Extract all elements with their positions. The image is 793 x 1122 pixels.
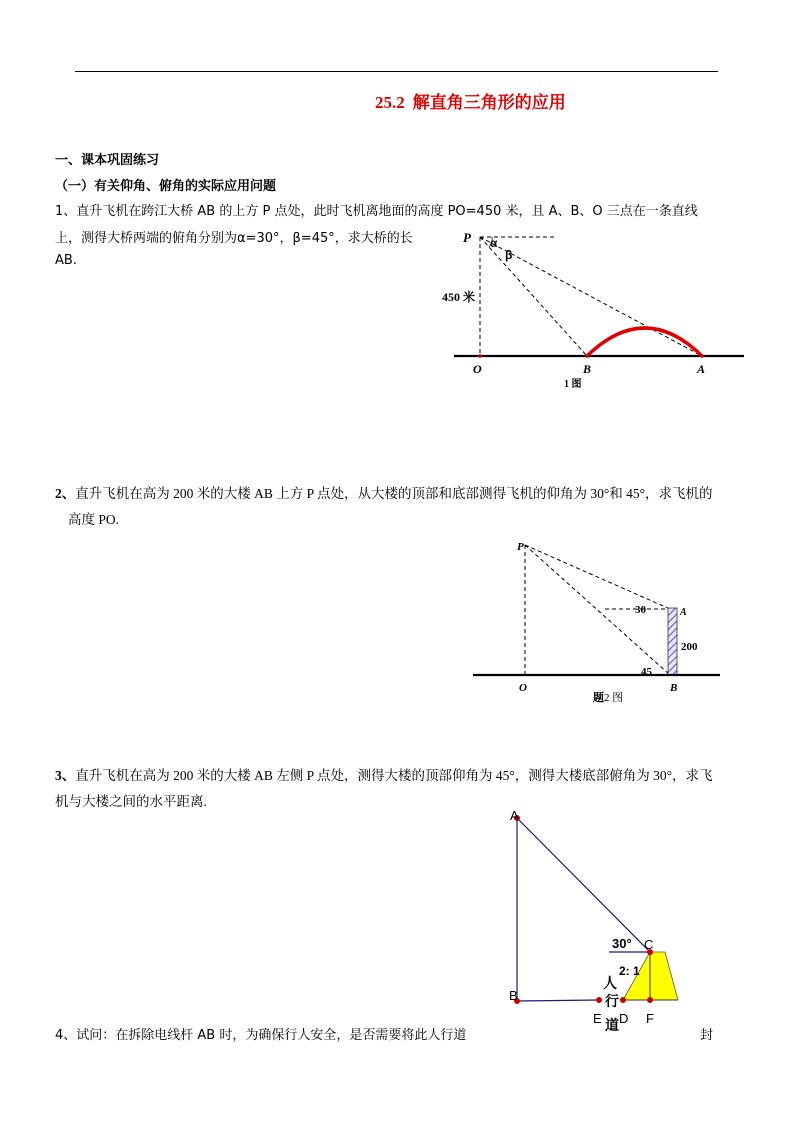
problem-3-line-1 xyxy=(55,764,713,784)
fig3-point-d xyxy=(620,997,626,1003)
problem-1-line-3: AB. xyxy=(55,253,77,268)
figure-3 xyxy=(495,805,710,1040)
fig3-walkway-char-3: 道 xyxy=(605,1017,619,1033)
fig1-point-a xyxy=(700,354,704,358)
problem-2-text-1: 直升飞机在高为 200 米的大楼 AB 上方 P 点处，从大楼的顶部和底部测得飞机的仰角为 30°和 45°，求飞机的 xyxy=(75,486,713,501)
fig3-label-f: F xyxy=(646,1011,654,1026)
problem-3-text-1: 直升飞机在高为 200 米的大楼 AB 左侧 P 点处，测得大楼的顶部仰角为 45°，测得大楼底部俯角为 30°，求飞 xyxy=(75,768,713,783)
page-title xyxy=(375,88,566,113)
fig3-label-b: B xyxy=(509,988,518,1003)
problem-2-number: 2、 xyxy=(55,486,76,501)
fig1-label-beta: β xyxy=(505,248,513,262)
fig2-label-p: P xyxy=(517,541,524,553)
fig3-line-ac xyxy=(517,818,650,952)
fig3-label-a: A xyxy=(510,808,519,823)
fig2-caption xyxy=(593,690,623,704)
problem-1-line-1: 1、直升飞机在跨江大桥 AB 的上方 P 点处，此时飞机离地面的高度 PO=450 米，且 A、B、O 三点在一条直线 xyxy=(55,204,698,219)
problem-1-line-2: 上，测得大桥两端的俯角分别为α=30°，β=45°，求大桥的长 xyxy=(55,231,413,246)
problem-2-line-2: 高度 PO. xyxy=(68,512,120,527)
problem-3-line-2: 机与大楼之间的水平距离. xyxy=(55,794,207,809)
section-subheading: （一）有关仰角、俯角的实际应用问题 xyxy=(55,179,277,194)
fig2-building xyxy=(668,608,677,675)
problem-4-line-1: 4、试问：在拆除电线杆 AB 时，为确保行人安全，是否需要将此人行道 xyxy=(55,1028,467,1043)
title-text: 解直角三角形的应用 xyxy=(412,93,566,113)
fig1-caption: 1 图 xyxy=(564,379,582,390)
fig1-label-a: A xyxy=(697,362,706,376)
fig2-label-45: 45 xyxy=(641,666,652,678)
fig3-walkway-char-1: 人 xyxy=(603,975,617,991)
fig3-label-slope: 2: 1 xyxy=(619,964,640,978)
fig2-label-b: B xyxy=(670,682,678,694)
fig3-walkway-char-2: 行 xyxy=(605,993,619,1009)
fig3-line-be xyxy=(517,1000,599,1001)
section-heading: 一、课本巩固练习 xyxy=(55,153,160,168)
problem-2-line-1 xyxy=(55,482,713,502)
fig3-point-f xyxy=(647,997,653,1003)
fig3-label-d: D xyxy=(619,1011,629,1026)
fig1-label-o: O xyxy=(473,362,482,376)
fig1-label-p: P xyxy=(463,230,471,245)
fig3-point-e xyxy=(596,997,602,1003)
figure-2 xyxy=(465,535,730,705)
fig1-point-o xyxy=(478,354,482,358)
fig2-caption-bold: 题 xyxy=(593,692,604,704)
problem-3-number: 3、 xyxy=(55,768,76,783)
fig2-pa-dashed xyxy=(525,545,670,609)
fig1-label-height: 450 米 xyxy=(442,290,476,304)
fig1-point-b xyxy=(585,354,589,358)
fig2-label-a: A xyxy=(680,607,687,618)
fig1-label-alpha: α xyxy=(490,236,498,250)
fig2-pb-dashed xyxy=(525,545,670,675)
problem-4-trailing: 封 xyxy=(700,1028,714,1043)
header-rule xyxy=(75,71,718,72)
fig3-label-c: C xyxy=(644,937,654,952)
fig3-label-e: E xyxy=(593,1011,602,1026)
fig1-pa-dashed xyxy=(480,237,702,356)
fig1-label-b: B xyxy=(583,362,592,376)
fig1-bridge-arc xyxy=(587,328,702,356)
fig2-caption-rest: 2 图 xyxy=(604,692,624,704)
title-number: 25.2 xyxy=(375,93,405,112)
fig2-label-200: 200 xyxy=(681,641,698,653)
fig2-label-30: 30 xyxy=(635,604,646,616)
figure-1 xyxy=(440,225,760,395)
fig1-pb-dashed xyxy=(480,237,587,356)
fig2-label-o: O xyxy=(519,682,527,694)
fig3-label-angle: 30° xyxy=(612,936,632,951)
